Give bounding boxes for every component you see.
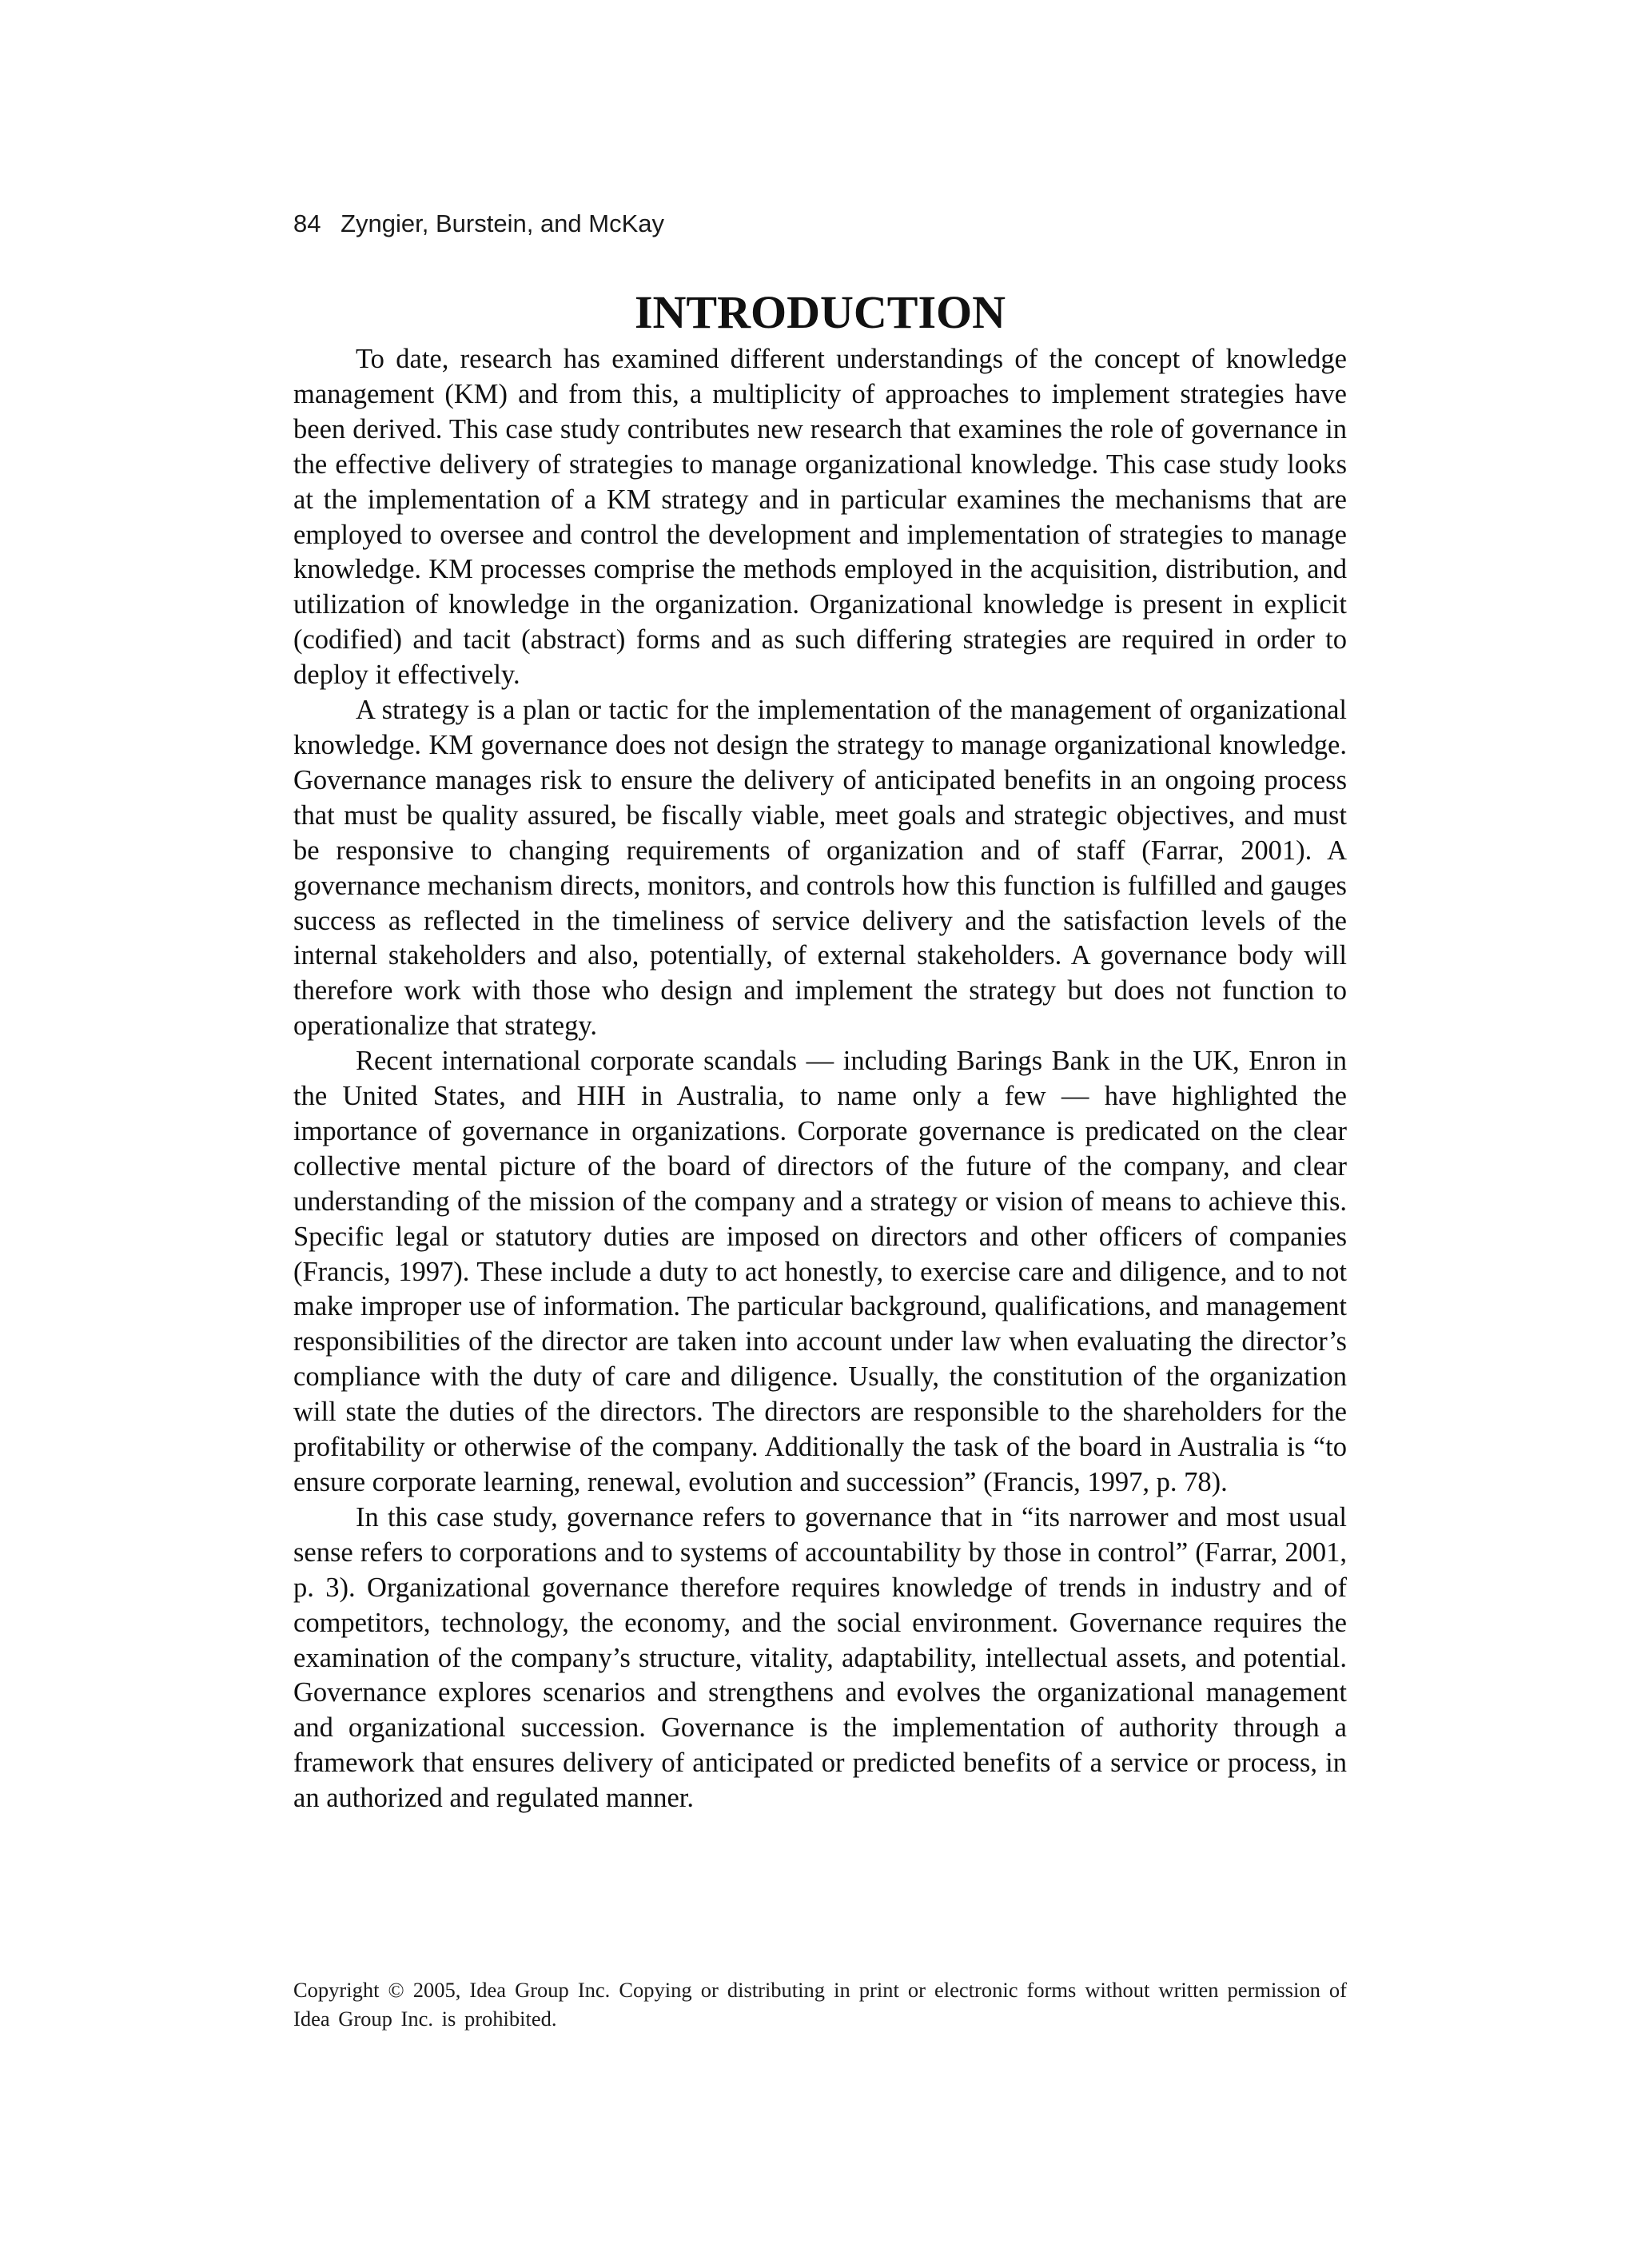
paragraph-4: In this case study, governance refers to governance that in “its narrower and most usual sense refers to corporations and to systems of accountability by those in control” (Farrar, 2001, p. 3). Organizational governance therefore requires knowledge of trends in industry and of competitors, technology, the economy, and the social environment. Governance requires the examination of the company’s structure, vitality, adaptability, intellectual assets, and potential. Governance explores scenarios and strengthens and evolves the organizational management and organizational succession. Governance is the implementation of authority through a framework that ensures delivery of anticipated or predicted benefits of a service or process, in an authorized and regulated manner. bbox=[293, 1501, 1347, 1814]
section-title: INTRODUCTION bbox=[634, 286, 1006, 338]
paragraph-1: To date, research has examined different understandings of the concept of knowledge management (KM) and from this, a multiplicity of approaches to implement strategies have been derived. This case study contributes new research that examines the role of governance in the effective delivery of strategies to manage organizational knowledge. This case study looks at the implementation of a KM strategy and in particular examines the mechanisms that are employed to oversee and control the development and implementation of strategies to manage knowledge. KM processes comprise the methods employed in the acquisition, distribution, and utilization of knowledge in the organization. Organizational knowledge is present in explicit (codified) and tacit (abstract) forms and as such differing strategies are required in order to deploy it effectively. bbox=[293, 344, 1347, 691]
copyright-notice: Copyright © 2005, Idea Group Inc. Copying or distributing in print or electronic forms without written permission of Idea Group Inc. is prohibited. bbox=[293, 1978, 1347, 2031]
paragraph-3: Recent international corporate scandals — including Barings Bank in the UK, Enron in the United States, and HIH in Australia, to name only a few — have highlighted the importance of governance in organizations. Corporate governance is predicated on the clear collective mental picture of the board of directors of the future of the company, and clear understanding of the mission of the company and a strategy or vision of means to achieve this. Specific legal or statutory duties are imposed on directors and other officers of companies (Francis, 1997). These include a duty to act honestly, to exercise care and diligence, and to not make improper use of information. The particular background, qualifications, and management responsibilities of the director are taken into account under law when evaluating the director’s compliance with the duty of care and diligence. Usually, the constitution of the organization will state the duties of the directors. The directors are responsible to the shareholders for the profitability or otherwise of the company. Additionally the task of the board in Australia is “to ensure corporate learning, renewal, evolution and succession” (Francis, 1997, p. 78). bbox=[293, 1046, 1347, 1497]
running-header bbox=[293, 209, 664, 238]
page-number: 84 bbox=[293, 209, 321, 237]
body-text bbox=[293, 342, 1347, 1816]
running-header-authors: Zyngier, Burstein, and McKay bbox=[341, 209, 665, 237]
paragraph-2: A strategy is a plan or tactic for the implementation of the management of organizational knowledge. KM governance does not design the strategy to manage organizational knowledge. Governance manages risk to ensure the delivery of anticipated benefits in an ongoing process that must be quality assured, be fiscally viable, meet goals and strategic objectives, and must be responsive to changing requirements of organization and of staff (Farrar, 2001). A governance mechanism directs, monitors, and controls how this function is fulfilled and gauges success as reflected in the timeliness of service delivery and the satisfaction levels of the internal stakeholders and also, potentially, of external stakeholders. A governance body will therefore work with those who design and implement the strategy but does not function to operationalize that strategy. bbox=[293, 695, 1347, 1042]
